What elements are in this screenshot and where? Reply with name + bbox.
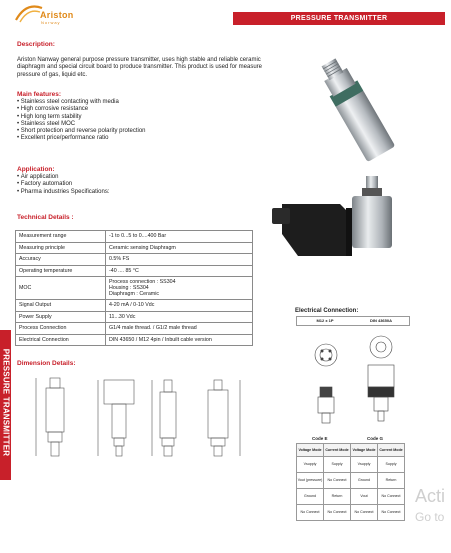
col-header: Voltage Mode [297,444,324,457]
spec-key: Operating temperature [16,265,106,277]
conn-cell: Vsupply [297,457,324,473]
table-row [16,334,253,346]
spec-value: -1 to 0...5 to 0....400 Bar [106,231,253,243]
conn-cell: No Connect [324,505,351,521]
application-item: • Air application [17,174,110,181]
table-row [16,231,253,243]
feature-item: • High long term stability [17,114,146,121]
conn-cell: Ground [351,473,378,489]
activation-watermark-subtitle: Go to [415,510,445,524]
application-item: • Factory automation [17,181,110,188]
features-heading: Main features: [17,91,62,98]
brand-name: Ariston [40,10,74,20]
dimension-drawings [28,370,278,465]
technical-heading: Technical Details : [17,214,74,221]
spec-key: Electrical Connection [16,334,106,346]
connection-table [296,443,405,521]
spec-key: Measurement range [16,231,106,243]
application-heading: Application: [17,166,55,173]
conn-cell: No Connect [378,489,405,505]
spec-value: 4-20 mA / 0-10 Vdc [106,300,253,312]
description-text: Ariston Nanway general purpose pressure transmitter, uses high stable and reliable ceramic diaphragm and special circuit board to produce transmitter. This product is used for measure pressure of gas, liquid etc. [17,57,263,78]
connector-diagrams [296,325,408,435]
activation-watermark-title: Acti [415,486,446,506]
table-row [297,505,405,521]
feature-item: • High corrosive resistance [17,106,146,113]
table-row [297,444,405,457]
table-row [297,489,405,505]
conn-cell: Vout [351,489,378,505]
conn-cell: Return [324,489,351,505]
feature-item: • Excellent price/performance ratio [17,135,146,142]
spec-value: 11...30 Vdc [106,311,253,323]
table-row [16,242,253,254]
conn-cell: No Connect [351,505,378,521]
connector-din-label: DIN 43650A [369,318,392,323]
table-row [297,457,405,473]
spec-value: Ceramic sensing Diaphragm [106,242,253,254]
table-row [16,311,253,323]
table-row [16,254,253,266]
spec-key: Measuring principle [16,242,106,254]
spec-value: G1/4 male thread. / G1/2 male thread [106,323,253,335]
dimension-heading: Dimension Details: [17,360,76,367]
conn-cell: Supply [378,457,405,473]
application-list [17,174,110,196]
col-header: Current Mode [378,444,405,457]
spec-key: Signal Output [16,300,106,312]
conn-cell: Vout (pressure) [297,473,324,489]
description-heading: Description: [17,41,55,48]
technical-table [15,230,253,346]
application-item: • Pharma industries Specifications: [17,189,110,196]
table-row [16,300,253,312]
code-g-label: Code G [367,436,384,441]
conn-cell: No Connect [297,505,324,521]
spec-key: MOC [16,277,106,300]
feature-item: • Stainless steel MOC [17,121,146,128]
spec-value: 0.5% FS [106,254,253,266]
conn-cell: No Connect [378,505,405,521]
spec-value: DIN 43650 / M12 4pin / Inbuilt cable version [106,334,253,346]
table-row [16,265,253,277]
spec-key: Power Supply [16,311,106,323]
table-row [16,323,253,335]
product-image-din [268,172,418,272]
product-image-threaded [300,55,412,165]
conn-cell: No Connect [324,473,351,489]
features-list [17,99,146,143]
conn-cell: Return [378,473,405,489]
code-e-label: Code E [312,436,328,441]
spec-value: Process connection : SS304 Housing : SS304 Diaphragm : Ceramic [106,277,253,300]
table-row [16,277,253,300]
feature-item: • Stainless steel contacting with media [17,99,146,106]
spec-key: Accuracy [16,254,106,266]
table-row [297,473,405,489]
spec-key: Process Connection [16,323,106,335]
spec-value: -40 .... 85 °C [106,265,253,277]
side-banner-label: PRESSURE TRANSMITTER [1,348,11,457]
conn-cell: Ground [297,489,324,505]
electrical-heading: Electrical Connection: [295,308,359,314]
brand-tagline: Norway [41,20,61,25]
conn-cell: Vsupply [351,457,378,473]
col-header: Current Mode [324,444,351,457]
conn-cell: Supply [324,457,351,473]
feature-item: • Short protection and reverse polarity protection [17,128,146,135]
connector-m12-label: M12 x 1P [316,318,334,323]
col-header: Voltage Mode [351,444,378,457]
page-title: PRESSURE TRANSMITTER [233,12,445,25]
